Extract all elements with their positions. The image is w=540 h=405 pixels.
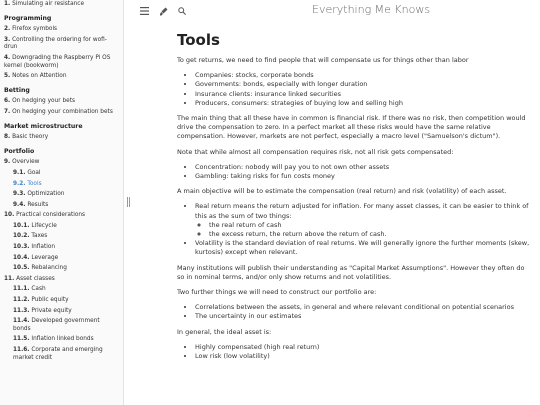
toc-section-number: 9.1. — [13, 169, 26, 176]
toc-link[interactable] — [0, 133, 123, 144]
toc-entry — [0, 232, 123, 243]
toc-section-number: 9.4. — [13, 201, 26, 208]
list-item-text: Real return means the return adjusted for inflation. For many asset classes, it can be easier to think of this as the sum of two things: — [195, 202, 529, 220]
toc-link[interactable] — [0, 254, 123, 265]
toc-section-number: 10. — [4, 212, 15, 219]
toc-section-number: 6. — [4, 98, 11, 105]
paragraph: A main objective will be to estimate the compensation (real return) and risk (volatility) of each asset. — [177, 187, 507, 196]
list-item: • Low risk (low volatility) — [195, 352, 533, 361]
toc-section-number: 9.2. — [13, 180, 26, 187]
toc-link[interactable] — [0, 307, 123, 318]
toc-section-number: 10.4. — [13, 254, 30, 261]
toc-entry — [0, 211, 123, 222]
toc-link-active[interactable] — [0, 180, 123, 191]
toc-section-number: 11.4. — [13, 318, 30, 325]
list-item: • Correlations between the assets, in general and where relevant conditional on potential scenarios — [195, 303, 533, 312]
toc-entry — [0, 254, 123, 265]
toc-link[interactable] — [0, 97, 123, 108]
sub-list-item: ◦ the excess return, the return above the return of cash. — [209, 230, 533, 239]
paragraph: Two further things we will need to construct our portfolio are: — [177, 288, 377, 297]
toc-link-label: Asset classes — [16, 275, 55, 282]
uncompensated-risk-list — [195, 163, 533, 181]
toc-link-label: Simulating air resistance — [12, 1, 85, 7]
paragraph: In general, the ideal asset is: — [177, 327, 272, 336]
toc-section-number: 11.5. — [13, 336, 30, 343]
toc-link[interactable] — [0, 264, 123, 275]
toc-part-title: Programming — [4, 14, 52, 22]
toc-link[interactable] — [0, 25, 123, 36]
list-item: • Insurance clients: insurance linked securities — [195, 90, 533, 99]
list-item: • Producers, consumers: strategies of buying low and selling high — [195, 99, 533, 108]
toc-link-label: Controlling the ordering for wofi-drun — [4, 36, 107, 51]
toc-link-label: Results — [27, 201, 49, 208]
list-item: • Companies: stocks, corporate bonds — [195, 71, 533, 80]
portfolio-needs-list — [195, 303, 533, 321]
toc-link[interactable] — [0, 335, 123, 346]
toc-link-label: On hedging your bets — [12, 98, 75, 105]
list-item: • Volatility is the standard deviation of real returns. We will generally ignore the further moments (skew, kurtosis) except when relevant. — [195, 239, 533, 257]
toc-entry — [0, 180, 123, 191]
toc-link-label: On hedging your combination bets — [12, 108, 113, 115]
toc-link-label: Optimization — [27, 191, 65, 198]
toc-entry — [0, 307, 123, 318]
paragraph: The main thing that all these have in common is financial risk. If there was no risk, then competition would drive the compensation to zero. In a perfect market all these risks would have the same relative compensation. However, markets are not perfect, especially a macro level ("Samuelson's dictum"). — [177, 114, 526, 141]
toc-link-label: Firefox symbols — [12, 26, 58, 33]
toc-entry — [0, 317, 123, 335]
list-item — [195, 202, 533, 239]
toc-link[interactable] — [0, 158, 123, 169]
toc-section-number: 3. — [4, 36, 11, 43]
toc-entry — [0, 346, 123, 364]
toc-entry — [0, 296, 123, 307]
toc-section-number: 10.2. — [13, 233, 30, 240]
toc-entry — [0, 54, 123, 72]
compensation-sources-list — [195, 71, 533, 108]
toc-link[interactable] — [0, 285, 123, 296]
toc-link-label: Private equity — [31, 307, 72, 314]
toc-link[interactable] — [0, 243, 123, 254]
toc-section-number: 11. — [4, 275, 15, 282]
toc-link-label: Overview — [12, 159, 40, 166]
toc-section-number: 10.1. — [13, 222, 30, 229]
toc-link-label: Goal — [27, 169, 41, 176]
toc-link-label: Corporate and emerging market credit — [13, 347, 103, 361]
chapter-content — [177, 30, 533, 405]
sidebar-toc — [0, 0, 124, 405]
toc-entry — [0, 97, 123, 108]
toc-link[interactable] — [0, 346, 123, 364]
toc-link-label: Rebalancing — [31, 265, 67, 272]
toc-section-number: 11.1. — [13, 286, 30, 293]
toc-link-label: Taxes — [31, 233, 48, 240]
paragraph: Many institutions will publish their understanding as "Capital Market Assumptions". However they often do so in nominal terms, and/or only show returns and not volatilities. — [177, 263, 525, 281]
toc-section-number: 8. — [4, 134, 11, 141]
toc-link[interactable] — [0, 201, 123, 212]
list-item: • Concentration: nobody will pay you to not own other assets — [195, 163, 533, 172]
list-item: • The uncertainty in our estimates — [195, 312, 533, 321]
toc-link-label: Cash — [31, 286, 46, 293]
list-item: • Governments: bonds, especially with longer duration — [195, 80, 533, 89]
ideal-asset-list — [195, 343, 533, 361]
toc-link[interactable] — [0, 36, 123, 54]
toc-section-number: 9. — [4, 159, 11, 166]
toc-link[interactable] — [0, 211, 123, 222]
toc-entry — [0, 201, 123, 212]
toc-section-number: 10.3. — [13, 244, 30, 251]
toc-entry — [0, 169, 123, 180]
toc-part-title: Portfolio — [4, 147, 35, 155]
sidebar-resize-handle[interactable] — [127, 197, 130, 207]
toc-entry — [0, 0, 123, 11]
toc-link[interactable] — [0, 0, 123, 11]
toc-section-number: 9.3. — [13, 191, 26, 198]
toc-link[interactable] — [0, 275, 123, 286]
toc-section-number: 10.5. — [13, 265, 30, 272]
toc-section-number: 7. — [4, 108, 11, 115]
paragraph: To get returns, we need to find people that will compensate us for things other than labor — [177, 56, 469, 64]
toc-entry — [0, 36, 123, 54]
toc-section-number: 4. — [4, 54, 11, 61]
toc-link-label: Practical considerations — [16, 212, 86, 219]
toc-list — [0, 0, 123, 364]
toc-link[interactable] — [0, 169, 123, 180]
toc-link[interactable] — [0, 54, 123, 72]
toc-section-number: 2. — [4, 26, 11, 33]
sub-list-item: ◦ the real return of cash — [209, 221, 533, 230]
list-item: • Highly compensated (high real return) — [195, 343, 533, 352]
toc-link-label: Downgrading the Raspberry Pi OS kernel (bookworm) — [4, 54, 111, 69]
toc-link-label: Notes on Attention — [12, 73, 67, 80]
toc-entry — [0, 108, 123, 119]
toc-entry — [0, 25, 123, 36]
toc-link[interactable] — [0, 72, 123, 83]
toc-entry — [0, 133, 123, 144]
toc-link-label: Inflation — [31, 244, 56, 251]
page-title: Tools — [177, 31, 220, 49]
paragraph: Note that while almost all compensation requires risk, not all risk gets compensated: — [177, 147, 454, 156]
sub-list — [209, 221, 533, 239]
toc-entry — [0, 243, 123, 254]
book-title: Everything Me Knows — [312, 3, 431, 16]
toc-entry — [0, 264, 123, 275]
toc-entry — [0, 275, 123, 286]
toc-link[interactable] — [0, 232, 123, 243]
toc-entry — [0, 335, 123, 346]
toc-link[interactable] — [0, 317, 123, 335]
toc-link-label: Inflation linked bonds — [31, 336, 94, 343]
toc-entry — [0, 72, 123, 83]
toc-link[interactable] — [0, 108, 123, 119]
toc-entry — [0, 158, 123, 169]
list-item: • Gambling: taking risks for fun costs money — [195, 172, 533, 181]
toc-section-number: 11.3. — [13, 307, 30, 314]
toc-entry — [0, 222, 123, 233]
toc-link[interactable] — [0, 296, 123, 307]
toc-link[interactable] — [0, 190, 123, 201]
toc-link-label: Tools — [27, 180, 42, 187]
toc-link-label: Leverage — [31, 254, 59, 261]
toc-link[interactable] — [0, 222, 123, 233]
toc-section-number: 1. — [4, 1, 11, 7]
toc-section-number: 11.6. — [13, 347, 30, 353]
toc-section-number: 11.2. — [13, 297, 30, 304]
toc-entry — [0, 190, 123, 201]
toc-link-label: Basic theory — [12, 134, 49, 141]
toc-link-label: Lifecycle — [31, 222, 57, 229]
toc-part-title: Betting — [4, 86, 30, 94]
toc-link-label: Public equity — [31, 297, 69, 304]
toc-part-title: Market microstructure — [4, 122, 83, 130]
toc-entry — [0, 285, 123, 296]
toc-link-label: Developed government bonds — [13, 318, 100, 332]
return-risk-list — [195, 202, 533, 257]
toc-section-number: 5. — [4, 73, 11, 80]
